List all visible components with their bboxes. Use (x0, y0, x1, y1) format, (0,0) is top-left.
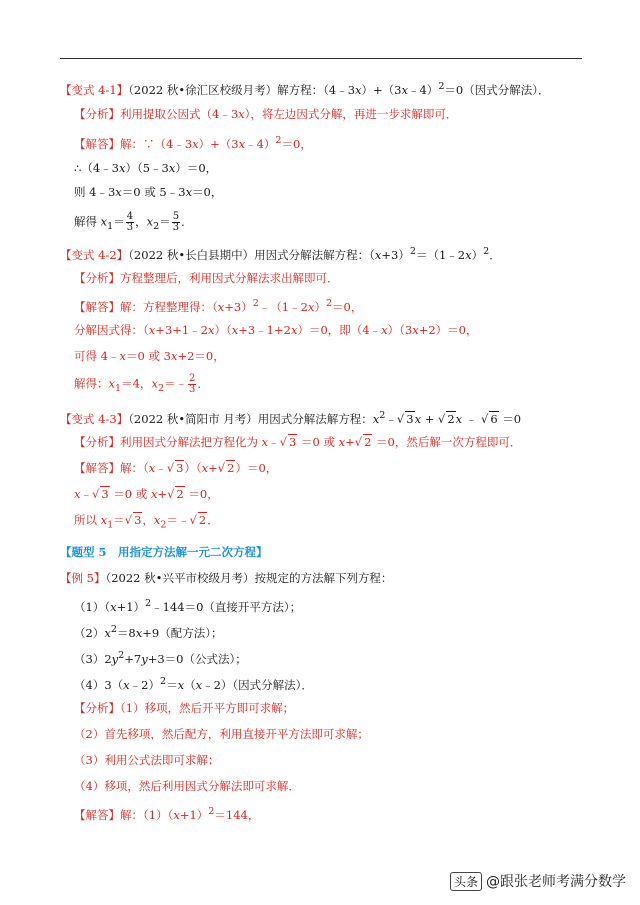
text-line-11: 可得 4﹣x＝0 或 3x+2＝0， (74, 349, 225, 363)
text-line-20: $(1)(x+1)^2﹣144=0$（直接开平方法）； (74, 598, 302, 614)
text-line-17: 所以 $x_1=√$ 3，$x_2=﹣√$ 2． (74, 513, 219, 531)
text-line-5: 则 4﹣3x＝0 或 5﹣3x＝0， (74, 185, 223, 199)
page-header-rule (60, 58, 582, 59)
watermark-badge: 头条 (450, 872, 482, 891)
text-line-2: 【分析】利用提取公因式（4﹣3x），将左边因式分解，再进一步求解即可． (74, 107, 458, 121)
text-line-18: 【题型 5 用指定方法解一元二次方程】 (60, 545, 268, 559)
text-line-23: （4）3（x﹣2）$^2$＝x（x﹣2）（因式分解法）． (74, 676, 313, 692)
text-line-14: 【分析】利用因式分解法把方程化为 x﹣√ 3 ＝0 或 x+√ 2 ＝0，然后解一次方程即可． (74, 435, 522, 449)
text-line-4: ∴（4﹣3x）（5﹣3x）＝0， (74, 161, 218, 175)
text-line-6: 解得 $x_1=$ $\frac{4}{3}$ ，$x_2=$ $\frac{5}{3}$ ． (74, 211, 193, 233)
text-line-19: 【例 5】（2022 秋•兴平市校级月考）按规定的方法解下列方程： (60, 571, 393, 585)
text-line-27: （4）移项，然后利用因式分解法即可求解． (74, 779, 300, 793)
text-line-1: 【变式 4-1】（2022 秋•徐汇区校级月考）解方程：（4﹣3x）+（3x﹣4）$^2$＝0（因式分解法）． (60, 81, 550, 97)
text-line-25: （2）首先移项，然后配方，利用直接开平方法即可求解； (74, 727, 369, 741)
text-line-16: x﹣√ 3 ＝0 或 x+√ 2 ＝0， (74, 487, 219, 501)
text-line-12: 解得：$x_1=4$，$x_2=﹣$ $\frac{2}{3}$ ． (74, 373, 209, 395)
text-line-22: $(3)2y^2+7y+3=0$（公式法）； (74, 650, 247, 666)
text-line-21: $(2)x^2=8x+9$（配方法）； (74, 624, 223, 640)
watermark (450, 871, 626, 891)
text-line-9: 【解答】解：方程整理得：$(x+3)^2﹣(1﹣2x)^2=0$， (74, 298, 363, 314)
text-line-7: 【变式 4-2】（2022 秋•长白县期中）用因式分解法解方程：$(x+3)^2=(1﹣2x)^2$． (60, 246, 501, 262)
text-line-24: 【分析】（1）移项，然后开平方即可求解； (74, 701, 295, 715)
text-line-15: 【解答】解：（x﹣√ 3）（x+√ 2）＝0， (74, 461, 278, 475)
text-line-3: 【解答】解：∵（4﹣3x）+（3x﹣4）$^2$＝0， (74, 135, 312, 151)
text-line-26: （3）利用公式法即可求解； (74, 753, 220, 767)
text-line-8: 【分析】方程整理后，利用因式分解法求出解即可． (74, 271, 339, 285)
text-line-28: 【解答】解：$(1)(x+1)^2=144$， (74, 806, 260, 822)
text-line-13: 【变式 4-3】（2022 秋•简阳市 月考）用因式分解法解方程：$x^2﹣√$ 3x + √ 2x ﹣ √ 6 ＝0 (60, 410, 522, 426)
text-line-10: 分解因式得：（x+3+1﹣2x）（x+3﹣1+2x）＝0，即（4﹣x）（3x+2）＝0， (74, 323, 478, 337)
watermark-text: @跟张老师考满分数学 (486, 874, 626, 890)
